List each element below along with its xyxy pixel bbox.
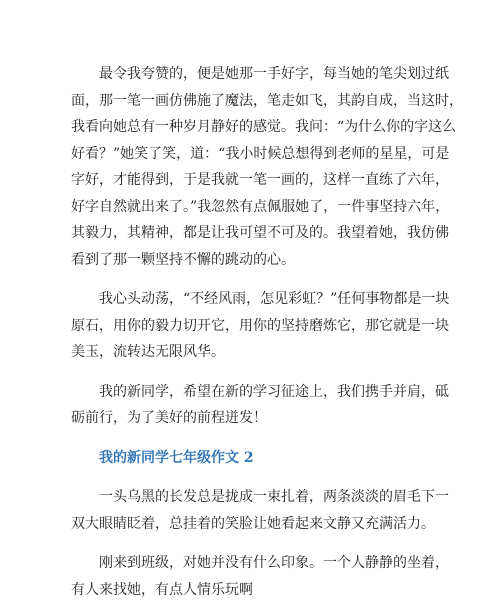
paragraph-line: 有人来找她，有点人情乐玩啊 [71, 577, 429, 603]
paragraph-spacer [71, 366, 429, 379]
section-heading-text: 我的新同学七年级作文 2 [71, 445, 429, 472]
paragraph-line: 我看向她总有一种岁月静好的感觉。我问：“为什么你的字这么 [71, 114, 429, 141]
paragraph-line: 刚来到班级，对她并没有什么印象。一个人静静的坐着， [71, 550, 429, 577]
paragraph-spacer [71, 273, 429, 286]
paragraph-3 [71, 379, 429, 432]
paragraph-line: 字好，才能得到，于是我就一笔一画的，这样一直练了六年， [71, 167, 429, 194]
paragraph-line: 砺前行，为了美好的前程迸发！ [71, 405, 429, 432]
paragraph-line: 双大眼睛眨着，总挂着的笑脸让她看起来文静又充满活力。 [71, 511, 429, 538]
paragraph-5 [71, 550, 429, 603]
paragraph-line: 面，那一笔一画仿佛施了魔法，笔走如飞，其韵自成，当这时， [71, 88, 429, 115]
paragraph-line: 其毅力，其精神，都是让我可望不可及的。我望着她，我仿佛 [71, 220, 429, 247]
paragraph-line: 看到了那一颗坚持不懈的跳动的心。 [71, 247, 429, 274]
paragraph-line: 原石，用你的毅力切开它，用你的坚持磨炼它，那它就是一块 [71, 313, 429, 340]
document-body [71, 61, 429, 603]
paragraph-1 [71, 61, 429, 273]
paragraph-spacer [71, 471, 429, 484]
paragraph-line: 美玉，流转达无限风华。 [71, 339, 429, 366]
paragraph-4 [71, 484, 429, 537]
paragraph-line: 最令我夸赞的，便是她那一手好字，每当她的笔尖划过纸 [71, 61, 429, 88]
paragraph-line: 好字自然就出来了。”我忽然有点佩服她了，一件事坚持六年， [71, 194, 429, 221]
paragraph-line: 好看？”她笑了笑，道：“我小时候总想得到老师的星星，可是 [71, 141, 429, 168]
paragraph-spacer [71, 432, 429, 445]
paragraph-line: 我的新同学，希望在新的学习征途上，我们携手并肩，砥 [71, 379, 429, 406]
paragraph-line: 我心头动荡，“不经风雨，怎见彩虹？”任何事物都是一块 [71, 286, 429, 313]
paragraph-spacer [71, 537, 429, 550]
paragraph-2 [71, 286, 429, 366]
section-heading [71, 445, 429, 472]
paragraph-line: 一头乌黑的长发总是拢成一束扎着，两条淡淡的眉毛下一 [71, 484, 429, 511]
